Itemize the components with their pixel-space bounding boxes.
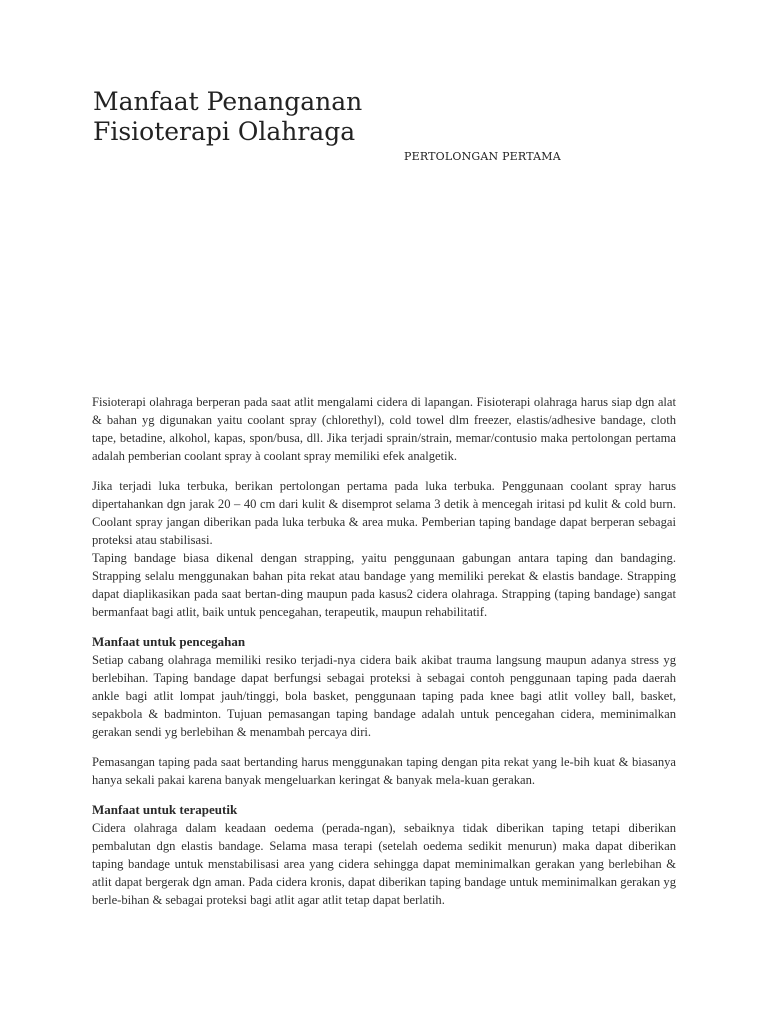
paragraph-strapping: Taping bandage biasa dikenal dengan strapping, yaitu penggunaan gabungan antara taping dan bandaging. Strapping selalu menggunakan bahan pita rekat atau bandage yang memiliki perekat & elastis bandage. Strapping dapat diaplikasikan pada saat bertan-ding maupun pada kasus2 cidera olahraga. Strapping (taping bandage) sangat bermanfaat bagi atlit, baik untuk pencegahan, terapeutik, maupun rehabilitatif. — [92, 551, 676, 619]
article-body — [92, 393, 676, 909]
title-line-1: Manfaat Penanganan — [93, 87, 363, 116]
heading-prevention: Manfaat untuk pencegahan — [92, 634, 246, 649]
document-title — [93, 87, 513, 147]
paragraph-intro: Fisioterapi olahraga berperan pada saat atlit mengalami cidera di lapangan. Fisioterapi olahraga harus siap dgn alat & bahan yg digunakan yaitu coolant spray (chlorethyl), cold towel dlm freezer, elastis/adhesive bandage, cloth tape, betadine, alkohol, kapas, spon/busa, dll. Jika terjadi sprain/strain, memar/contusio maka pertolongan pertama adalah pemberian coolant spray à coolant spray memiliki efek analgetik. — [92, 395, 676, 463]
section-label: PERTOLONGAN PERTAMA — [404, 150, 561, 163]
paragraph-open-wound: Jika terjadi luka terbuka, berikan pertolongan pertama pada luka terbuka. Penggunaan coolant spray harus dipertahankan dgn jarak 20 – 40 cm dari kulit & disemprot selama 3 detik à mencegah iritasi pd kulit & cold burn. Coolant spray jangan diberikan pada luka terbuka & area muka. Pemberian taping bandage dapat berperan sebagai proteksi atau stabilisasi. — [92, 479, 676, 547]
paragraph-therapeutic: Cidera olahraga dalam keadaan oedema (perada-ngan), sebaiknya tidak diberikan taping tetapi diberikan pembalutan dgn elastis bandage. Selama masa terapi (setelah oedema sedikit menurun) maka dapat diberikan taping bandage untuk menstabilisasi area yang cidera sehingga dapat meminimalkan gerakan yang berlebihan & atlit dapat bergerak dgn aman. Pada cidera kronis, dapat diberikan taping bandage untuk meminimalkan gerakan yg berle-bihan & sebagai proteksi bagi atlit agar atlit tetap dapat berlatih. — [92, 821, 676, 907]
paragraph-competition-taping: Pemasangan taping pada saat bertanding harus menggunakan taping dengan pita rekat yang le-bih kuat & biasanya hanya sekali pakai karena banyak mengeluarkan keringat & banyak mela-kuan gerakan. — [92, 755, 676, 787]
title-line-2: Fisioterapi Olahraga — [93, 117, 356, 146]
paragraph-prevention: Setiap cabang olahraga memiliki resiko terjadi-nya cidera baik akibat trauma langsung maupun adanya stress yg berlebihan. Taping bandage dapat berfungsi sebagai proteksi à sebagai contoh penggunaan taping pada daerah ankle bagi atlit lompat jauh/tinggi, bola basket, penggunaan taping pada knee bagi atlit volley ball, basket, sepakbola & badminton. Tujuan pemasangan taping bandage adalah untuk pencegahan cidera, meminimalkan gerakan sendi yg berlebihan & menambah percaya diri. — [92, 653, 676, 739]
heading-therapeutic: Manfaat untuk terapeutik — [92, 802, 238, 817]
